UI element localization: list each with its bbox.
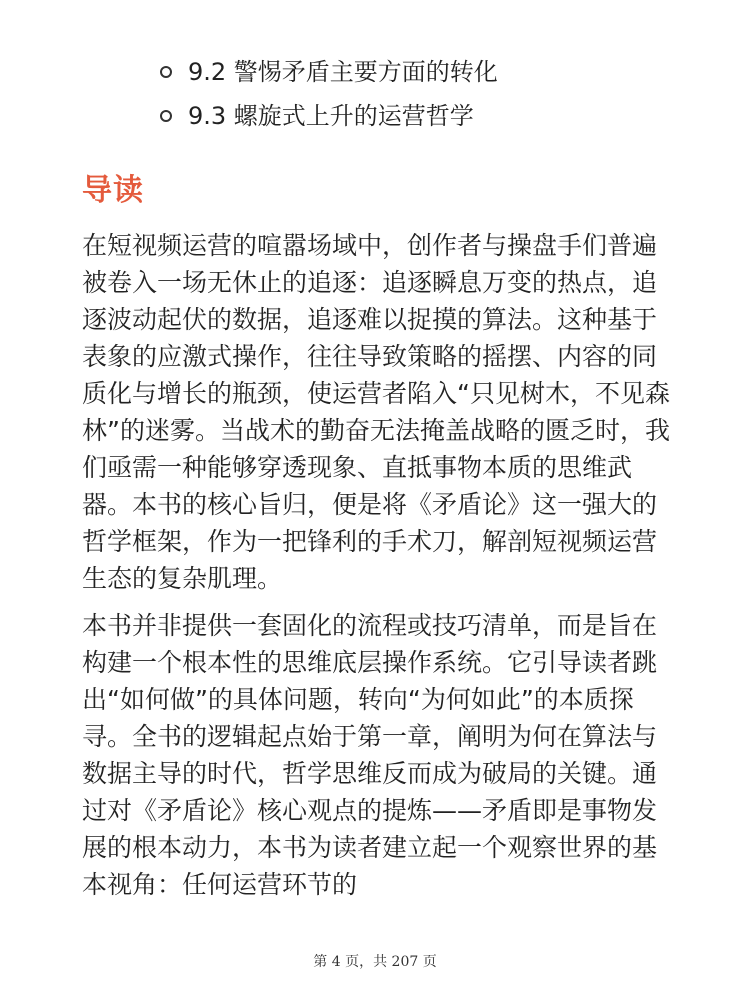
page-number-footer: 第 4 页，共 207 页 <box>313 954 437 970</box>
toc-item <box>160 50 498 94</box>
toc-item-label: 9.3 螺旋式上升的运营哲学 <box>188 102 474 130</box>
hollow-circle-bullet-icon <box>160 110 172 122</box>
paragraph: 本书并非提供一套固化的流程或技巧清单，而是旨在构建一个根本性的思维底层操作系统。它引导读者跳出“如何做”的具体问题，转向“为何如此”的本质探寻。全书的逻辑起点始于第一章，阐明为何在算法与数据主导的时代，哲学思维反而成为破局的关键。通过对《矛盾论》核心观点的提炼——矛盾即是事物发展的根本动力，本书为读者建立起一个观察世界的基本视角：任何运营环节的 <box>82 611 658 899</box>
toc-item-label: 9.2 警惕矛盾主要方面的转化 <box>188 58 498 86</box>
section-heading: 导读 <box>82 173 144 208</box>
hollow-circle-bullet-icon <box>160 66 172 78</box>
paragraph: 在短视频运营的喧嚣场域中，创作者与操盘手们普遍被卷入一场无休止的追逐：追逐瞬息万变的热点，追逐波动起伏的数据，追逐难以捉摸的算法。这种基于表象的应激式操作，往往导致策略的摇摆、内容的同质化与增长的瓶颈，使运营者陷入“只见树木，不见森林”的迷雾。当战术的勤奋无法掩盖战略的匮乏时，我们亟需一种能够穿透现象、直抵事物本质的思维武器。本书的核心旨归，便是将《矛盾论》这一强大的哲学框架，作为一把锋利的手术刀，解剖短视频运营生态的复杂肌理。 <box>82 231 670 593</box>
table-of-contents-list <box>160 50 498 138</box>
toc-item <box>160 94 498 138</box>
body-text <box>82 227 672 913</box>
